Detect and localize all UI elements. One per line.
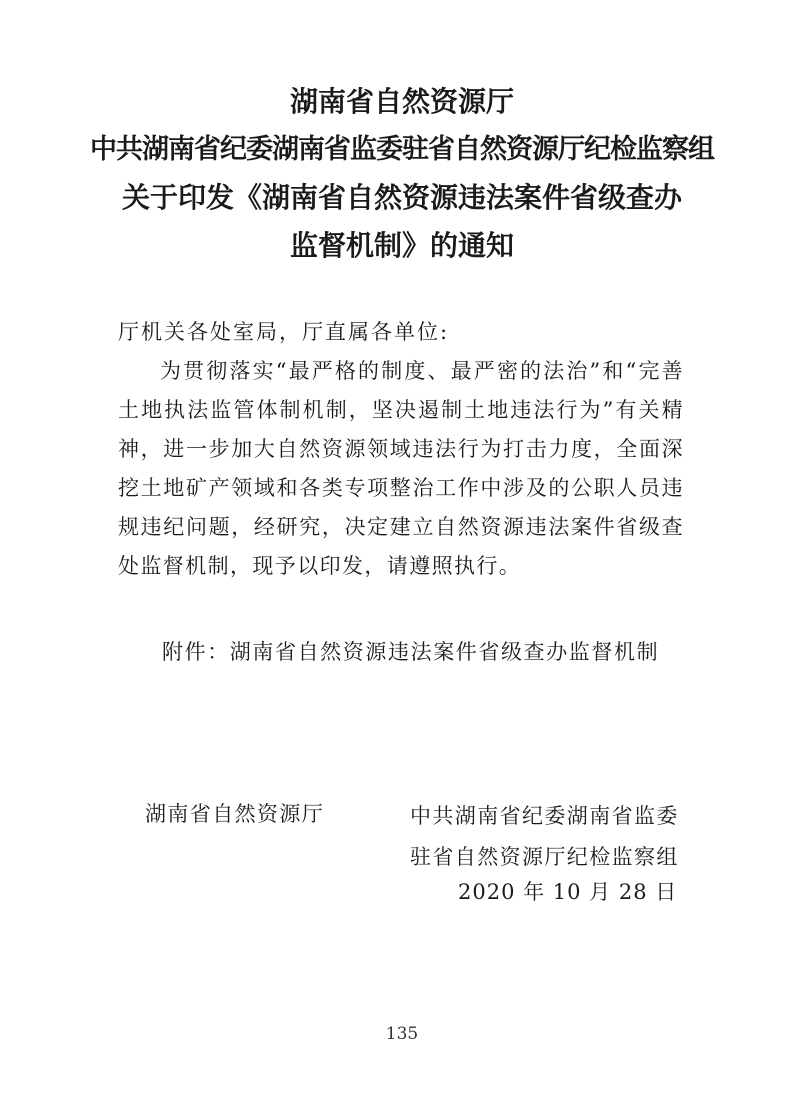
- page-number: 135: [385, 1024, 419, 1044]
- addressee: 厅机关各处室局，厅直属各单位:: [118, 320, 450, 344]
- attachment-note: 附件：湖南省自然资源违法案件省级查办监督机制: [162, 640, 660, 664]
- signature-date: 2020 年 10 月 28 日: [458, 880, 678, 904]
- title-line-3: 关于印发《湖南省自然资源违法案件省级查办: [121, 181, 682, 214]
- title-line-1: 湖南省自然资源厅: [289, 85, 514, 118]
- body-paragraph: 为贯彻落实“最严格的制度、最严密的法治”和“完善土地执法监管体制机制，坚决遏制土地违法行为”有关精神，进一步加大自然资源领域违法行为打击力度，全面深挖土地矿产领域和各类专项整治工作中涉及的公职人员违规违纪问题，经研究，决定建立自然资源违法案件省级查处监督机制，现予以印发，请遵照执行。: [118, 359, 684, 578]
- signature-right: [410, 796, 679, 878]
- signature-left: 湖南省自然资源厅: [145, 802, 325, 826]
- document-title: [0, 78, 804, 270]
- title-line-4: 监督机制》的通知: [289, 229, 514, 262]
- title-line-2: 中共湖南省纪委湖南省监委驻省自然资源厅纪检监察组: [90, 134, 714, 165]
- signature-right-line-2: 驻省自然资源厅纪检监察组: [410, 845, 679, 869]
- signature-right-line-1: 中共湖南省纪委湖南省监委: [410, 804, 679, 828]
